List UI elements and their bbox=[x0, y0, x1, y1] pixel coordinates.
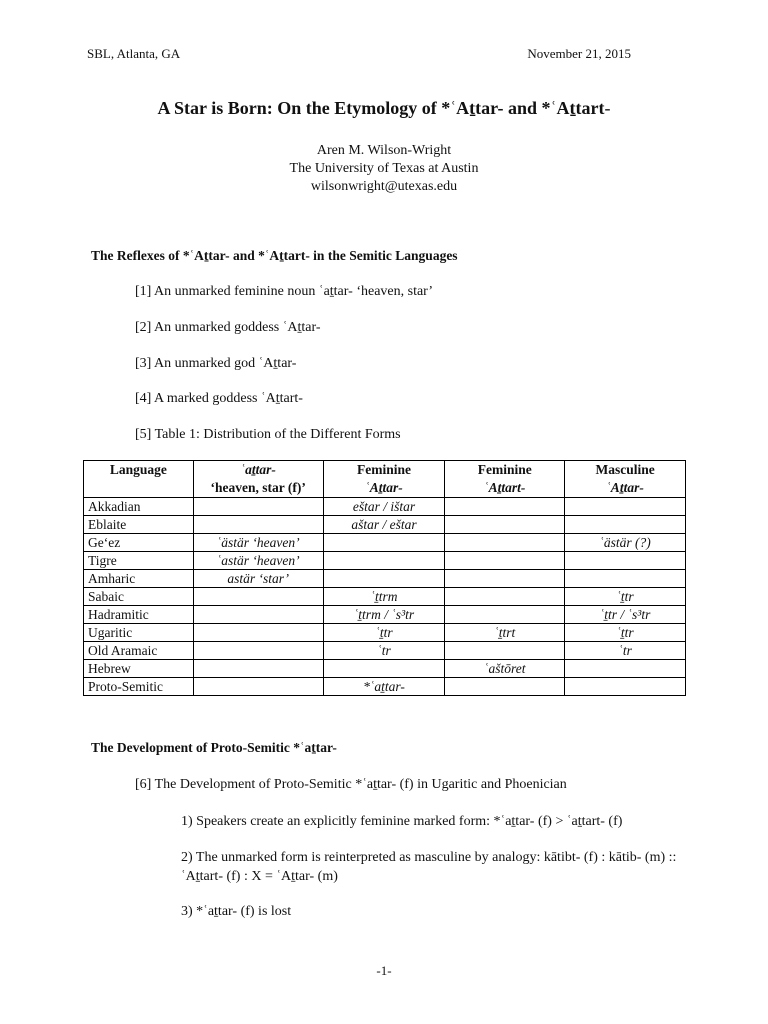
cell-masculine-attar bbox=[565, 498, 686, 516]
cell-feminine-attar bbox=[323, 570, 445, 588]
cell-feminine-attart: ʿṯtrt bbox=[445, 624, 565, 642]
table-row bbox=[84, 552, 686, 570]
author-name: Aren M. Wilson-Wright bbox=[316, 143, 452, 158]
cell-feminine-attart bbox=[445, 678, 565, 696]
cell-language: Proto-Semitic bbox=[84, 678, 194, 696]
cell-masculine-attar bbox=[565, 660, 686, 678]
table-header-row bbox=[84, 461, 686, 498]
cell-feminine-attart bbox=[445, 516, 565, 534]
cell-language: Ge‘ez bbox=[84, 534, 194, 552]
cell-masculine-attar bbox=[565, 552, 686, 570]
table-row bbox=[84, 660, 686, 678]
cell-noun bbox=[193, 624, 323, 642]
cell-masculine-attar bbox=[565, 678, 686, 696]
cell-feminine-attar: eštar / ištar bbox=[323, 498, 445, 516]
cell-masculine-attar bbox=[565, 516, 686, 534]
author-email: wilsonwright@utexas.edu bbox=[310, 179, 458, 194]
table-row bbox=[84, 588, 686, 606]
paper-title bbox=[0, 98, 768, 119]
table-row bbox=[84, 498, 686, 516]
distribution-table bbox=[83, 460, 686, 696]
cell-noun: astär ‘star’ bbox=[193, 570, 323, 588]
cell-feminine-attar: aštar / eštar bbox=[323, 516, 445, 534]
cell-noun: ʿästär ‘heaven’ bbox=[193, 534, 323, 552]
list-item: [5] Table 1: Distribution of the Different Forms bbox=[135, 427, 401, 442]
cell-feminine-attar bbox=[323, 552, 445, 570]
table-row bbox=[84, 570, 686, 588]
cell-feminine-attar: *ʿaṯtar- bbox=[323, 678, 445, 696]
cell-masculine-attar: ʿṯtr / ʿs³tr bbox=[565, 606, 686, 624]
table-row bbox=[84, 678, 686, 696]
table-row bbox=[84, 606, 686, 624]
cell-feminine-attart bbox=[445, 534, 565, 552]
cell-noun bbox=[193, 642, 323, 660]
list-item: [2] An unmarked goddess ʿAṯtar- bbox=[135, 320, 321, 335]
cell-feminine-attart bbox=[445, 552, 565, 570]
header-date: November 21, 2015 bbox=[527, 46, 631, 61]
cell-noun bbox=[193, 588, 323, 606]
cell-language: Eblaite bbox=[84, 516, 194, 534]
table-row bbox=[84, 534, 686, 552]
cell-noun bbox=[193, 498, 323, 516]
author-block bbox=[0, 142, 768, 196]
cell-language: Akkadian bbox=[84, 498, 194, 516]
development-step: 2) The unmarked form is reinterpreted as masculine by analogy: kātibt- (f) : kātib- (m) :: ʿAṯtart- (f) : X = ʿAṯtar- (m) bbox=[181, 850, 677, 884]
header-location: SBL, Atlanta, GA bbox=[87, 46, 181, 61]
cell-masculine-attar bbox=[565, 570, 686, 588]
table-row bbox=[84, 642, 686, 660]
col-header-feminine-attart: Feminine ʿAṯtart- bbox=[445, 461, 565, 498]
cell-feminine-attart bbox=[445, 498, 565, 516]
section-heading-development: The Development of Proto-Semitic *ʿaṯtar- bbox=[91, 740, 337, 755]
cell-language: Old Aramaic bbox=[84, 642, 194, 660]
cell-feminine-attart bbox=[445, 606, 565, 624]
cell-noun bbox=[193, 516, 323, 534]
cell-language: Tigre bbox=[84, 552, 194, 570]
cell-feminine-attart bbox=[445, 588, 565, 606]
development-step: 1) Speakers create an explicitly feminine marked form: *ʿaṯtar- (f) > ʿaṯtart- (f) bbox=[181, 814, 623, 829]
development-step: 3) *ʿaṯtar- (f) is lost bbox=[181, 904, 292, 919]
cell-feminine-attart bbox=[445, 570, 565, 588]
cell-noun: ʿastär ‘heaven’ bbox=[193, 552, 323, 570]
cell-feminine-attar: ʿṯtrm bbox=[323, 588, 445, 606]
cell-feminine-attar: ʿṯtr bbox=[323, 624, 445, 642]
cell-masculine-attar: ʿṯtr bbox=[565, 588, 686, 606]
cell-language: Amharic bbox=[84, 570, 194, 588]
cell-feminine-attart bbox=[445, 642, 565, 660]
cell-masculine-attar: ʿtr bbox=[565, 642, 686, 660]
cell-language: Hadramitic bbox=[84, 606, 194, 624]
title-main: A Star is Born: On the Etymology of *ʿAṯtar- and *ʿAṯtart bbox=[157, 98, 605, 118]
list-item: [6] The Development of Proto-Semitic *ʿaṯtar- (f) in Ugaritic and Phoenician bbox=[135, 777, 567, 792]
section-heading-reflexes: The Reflexes of *ʿAṯtar- and *ʿAṯtart- in the Semitic Languages bbox=[91, 248, 458, 263]
cell-language: Ugaritic bbox=[84, 624, 194, 642]
list-item: [1] An unmarked feminine noun ʿaṯtar- ‘heaven, star’ bbox=[135, 284, 434, 299]
page-number: -1- bbox=[376, 963, 392, 978]
cell-language: Sabaic bbox=[84, 588, 194, 606]
list-item: [4] A marked goddess ʿAṯtart- bbox=[135, 391, 303, 406]
cell-feminine-attar bbox=[323, 660, 445, 678]
table-row bbox=[84, 624, 686, 642]
author-affiliation: The University of Texas at Austin bbox=[289, 161, 479, 176]
list-item: [3] An unmarked god ʿAṯtar- bbox=[135, 356, 297, 371]
cell-feminine-attart: ʿaštōret bbox=[445, 660, 565, 678]
col-header-masculine-attar: Masculine ʿAṯtar- bbox=[565, 461, 686, 498]
cell-masculine-attar: ʿṯtr bbox=[565, 624, 686, 642]
cell-noun bbox=[193, 606, 323, 624]
cell-language: Hebrew bbox=[84, 660, 194, 678]
table-row bbox=[84, 516, 686, 534]
cell-feminine-attar bbox=[323, 534, 445, 552]
cell-feminine-attar: ʿṯtrm / ʿs³tr bbox=[323, 606, 445, 624]
title-tail: - bbox=[604, 98, 611, 118]
col-header-attar-heaven: ʿaṯtar- ‘heaven, star (f)’ bbox=[193, 461, 323, 498]
col-header-feminine-attar: Feminine ʿAṯtar- bbox=[323, 461, 445, 498]
cell-noun bbox=[193, 678, 323, 696]
cell-noun bbox=[193, 660, 323, 678]
col-header-language: Language bbox=[84, 461, 194, 498]
cell-feminine-attar: ʿtr bbox=[323, 642, 445, 660]
cell-masculine-attar: ʿästär (?) bbox=[565, 534, 686, 552]
